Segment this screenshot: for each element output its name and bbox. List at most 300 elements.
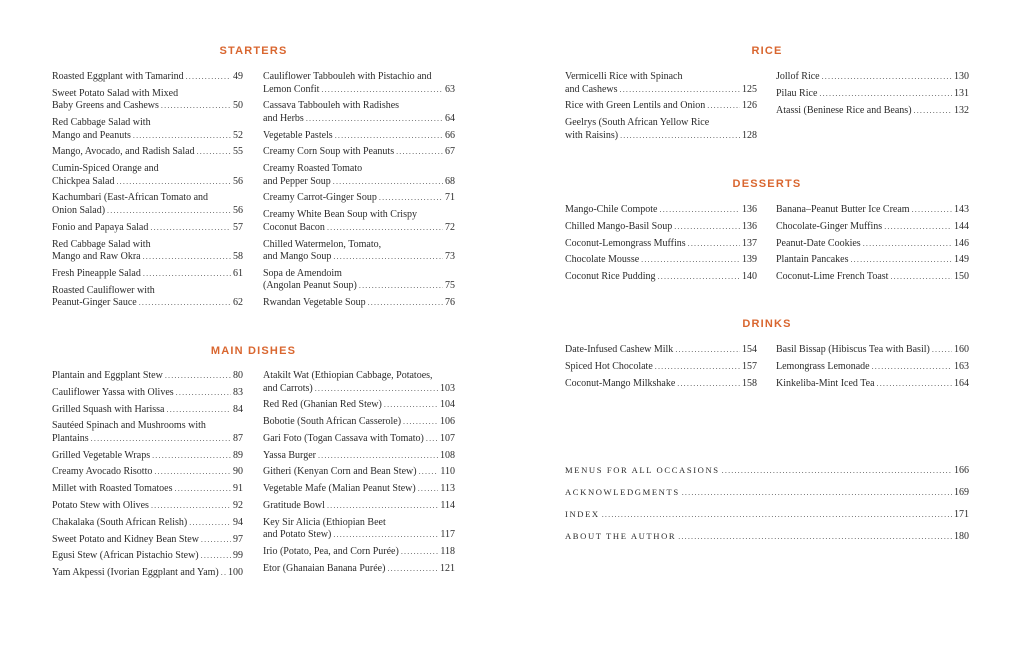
toc-entry-title: Yassa Burger	[263, 449, 316, 461]
toc-entry[interactable]	[52, 404, 243, 417]
toc-entry[interactable]	[52, 192, 243, 217]
toc-entry[interactable]	[263, 563, 455, 576]
dot-leader	[418, 483, 439, 496]
toc-entry-page: 117	[440, 529, 455, 541]
dot-leader	[201, 534, 231, 547]
toc-entry-title: Cauliflower Yassa with Olives	[52, 386, 174, 398]
toc-entry-page: 89	[233, 449, 243, 461]
toc-entry[interactable]	[52, 483, 243, 496]
toc-entry-title: Creamy Carrot-Ginger Soup	[263, 192, 377, 204]
toc-entry-page: 57	[233, 221, 243, 233]
toc-entry[interactable]	[52, 268, 243, 281]
toc-entry-title: Red Cabbage Salad with	[52, 117, 151, 129]
toc-entry-title: Rice with Green Lentils and Onion	[565, 100, 706, 112]
toc-entry-page: 146	[954, 237, 969, 249]
toc-entry-title: Egusi Stew (African Pistachio Stew)	[52, 550, 199, 562]
toc-entry-title: Chocolate-Ginger Muffins	[776, 220, 883, 232]
toc-entry-page: 103	[440, 382, 455, 394]
dot-leader	[335, 130, 443, 143]
toc-entry-page: 104	[440, 399, 455, 411]
toc-entry-page: 121	[440, 562, 455, 574]
toc-entry-title: Chocolate Mousse	[565, 254, 640, 266]
toc-entry-title: Chickpea Salad	[52, 175, 115, 187]
heading-starters: STARTERS	[219, 45, 288, 57]
toc-entry-title: Chakalaka (South African Relish)	[52, 516, 188, 528]
toc-entry-page: 180	[954, 531, 969, 543]
starters-col-2	[263, 71, 455, 314]
toc-entry-title: (Angolan Peanut Soup)	[263, 280, 357, 292]
toc-entry-title: Potato Stew with Olives	[52, 500, 149, 512]
toc-entry[interactable]	[263, 370, 455, 395]
dot-leader	[186, 71, 231, 84]
toc-entry[interactable]	[565, 464, 969, 478]
dot-leader	[872, 361, 952, 374]
toc-entry-title: and Herbs	[263, 112, 304, 124]
toc-entry-page: 128	[742, 129, 757, 141]
dot-leader	[863, 238, 952, 251]
toc-entry-title: Lemon Confit	[263, 83, 320, 95]
toc-entry-page: 157	[742, 360, 757, 372]
toc-entry-page: 139	[742, 254, 757, 266]
toc-entry[interactable]	[52, 567, 243, 580]
toc-entry[interactable]	[565, 530, 969, 544]
toc-entry-title: Githeri (Kenyan Corn and Bean Stew)	[263, 466, 417, 478]
toc-entry-page: 49	[233, 71, 243, 82]
toc-entry[interactable]	[263, 416, 455, 429]
toc-entry[interactable]	[565, 71, 757, 96]
toc-entry-title: Plantains	[52, 432, 89, 444]
toc-entry[interactable]	[776, 361, 969, 374]
toc-entry-page: 169	[954, 487, 969, 499]
toc-entry-page: 90	[233, 466, 243, 478]
dot-leader	[401, 546, 439, 559]
toc-entry-page: 130	[954, 71, 969, 82]
toc-entry-page: 126	[742, 100, 757, 112]
dot-leader	[143, 251, 231, 264]
toc-entry-page: 154	[742, 344, 757, 355]
toc-entry-title: Grilled Squash with Harissa	[52, 403, 165, 415]
dot-leader	[165, 370, 231, 383]
toc-entry-title: Red Cabbage Salad with	[52, 238, 151, 250]
toc-entry-title: and Mango Soup	[263, 251, 332, 263]
toc-entry-page: 68	[445, 175, 455, 187]
toc-entry-page: 83	[233, 386, 243, 398]
dot-leader	[143, 268, 231, 281]
toc-entry-page: 56	[233, 175, 243, 187]
toc-entry-title: Fresh Pineapple Salad	[52, 267, 141, 279]
dot-leader	[682, 487, 952, 500]
toc-entry-page: 149	[954, 254, 969, 266]
desserts-col-1	[565, 204, 757, 288]
toc-entry[interactable]	[52, 146, 243, 159]
toc-entry-title: and Pepper Soup	[263, 175, 331, 187]
toc-entry-page: 61	[233, 267, 243, 279]
dot-leader	[396, 146, 443, 159]
starters-col-1	[52, 71, 243, 314]
dot-leader	[175, 483, 232, 496]
toc-entry-title: Gari Foto (Togan Cassava with Tomato)	[263, 432, 424, 444]
rice-col-1	[565, 71, 757, 146]
toc-entry[interactable]	[52, 239, 243, 264]
toc-entry-title: Lemongrass Lemonade	[776, 360, 870, 372]
dot-leader	[152, 450, 231, 463]
rice-col-2	[776, 71, 969, 121]
toc-entry[interactable]	[52, 500, 243, 513]
toc-entry-page: 108	[440, 449, 455, 461]
toc-entry-title: Mango and Peanuts	[52, 129, 131, 141]
dot-leader	[318, 450, 438, 463]
toc-entry-page: 94	[233, 516, 243, 528]
dot-leader	[688, 238, 740, 251]
toc-entry-title: Gratitude Bowl	[263, 500, 325, 512]
dot-leader	[107, 205, 231, 218]
toc-entry-page: 125	[742, 83, 757, 95]
toc-entry-page: 136	[742, 204, 757, 215]
dot-leader	[161, 100, 231, 113]
toc-entry-title: Cumin-Spiced Orange and	[52, 163, 159, 175]
toc-entry[interactable]	[52, 117, 243, 142]
toc-entry-title: Basil Bissap (Hibiscus Tea with Basil)	[776, 344, 930, 355]
toc-entry-title: Mango, Avocado, and Radish Salad	[52, 146, 195, 158]
toc-entry-title: and Cashews	[565, 83, 618, 95]
toc-entry-page: 66	[445, 129, 455, 141]
toc-entry-page: 171	[954, 509, 969, 521]
toc-entry-title: Mango and Raw Okra	[52, 251, 141, 263]
dot-leader	[154, 466, 231, 479]
toc-entry[interactable]	[52, 163, 243, 188]
toc-entry[interactable]	[776, 88, 969, 101]
toc-entry[interactable]	[776, 105, 969, 118]
drinks-col-2	[776, 344, 969, 394]
toc-entry[interactable]	[263, 483, 455, 496]
toc-entry-title: Peanut-Date Cookies	[776, 237, 861, 249]
dot-leader	[327, 500, 438, 513]
dot-leader	[197, 146, 231, 159]
dot-leader	[333, 529, 438, 542]
dot-leader	[387, 563, 438, 576]
toc-entry-page: 92	[233, 500, 243, 512]
toc-entry-title: Baby Greens and Cashews	[52, 100, 159, 112]
toc-entry-title: Vegetable Mafe (Malian Peanut Stew)	[263, 483, 416, 495]
toc-entry[interactable]	[263, 546, 455, 559]
toc-entry-title: Cauliflower Tabbouleh with Pistachio and	[263, 71, 432, 82]
toc-entry[interactable]	[52, 285, 243, 310]
toc-entry-title: Atassi (Beninese Rice and Beans)	[776, 104, 912, 116]
toc-entry[interactable]	[263, 433, 455, 446]
toc-entry[interactable]	[52, 370, 243, 383]
toc-entry-page: 107	[440, 432, 455, 444]
toc-entry[interactable]	[776, 344, 969, 357]
toc-entry-page: 72	[445, 221, 455, 233]
toc-entry-title: Mango-Chile Compote	[565, 204, 658, 215]
toc-entry[interactable]	[565, 238, 757, 251]
toc-entry-title: MENUS FOR ALL OCCASIONS	[565, 465, 720, 475]
toc-entry[interactable]	[52, 420, 243, 445]
toc-entry[interactable]	[565, 508, 969, 522]
toc-entry[interactable]	[776, 378, 969, 391]
toc-entry-page: 132	[954, 104, 969, 116]
toc-entry[interactable]	[52, 450, 243, 463]
toc-entry-page: 62	[233, 297, 243, 309]
heading-main-dishes: MAIN DISHES	[210, 345, 297, 357]
toc-entry-title: ACKNOWLEDGMENTS	[565, 487, 680, 498]
dot-leader	[932, 344, 952, 357]
toc-entry-page: 50	[233, 100, 243, 112]
toc-entry-page: 71	[445, 192, 455, 204]
dot-leader	[641, 254, 740, 267]
toc-entry-page: 58	[233, 251, 243, 263]
toc-entry-page: 140	[742, 271, 757, 283]
toc-entry-title: Coconut-Lime French Toast	[776, 271, 889, 283]
toc-entry[interactable]	[776, 221, 969, 234]
toc-entry-title: Fonio and Papaya Salad	[52, 221, 149, 233]
toc-entry-title: with Raisins)	[565, 129, 619, 141]
dot-leader	[333, 251, 443, 264]
toc-entry[interactable]	[776, 254, 969, 267]
toc-entry[interactable]	[263, 500, 455, 513]
toc-entry-title: Pilau Rice	[776, 87, 818, 99]
dot-leader	[167, 404, 232, 417]
dot-leader	[151, 500, 231, 513]
toc-entry-title: Sautéed Spinach and Mushrooms with	[52, 420, 206, 432]
toc-entry-title: Millet with Roasted Tomatoes	[52, 483, 173, 495]
dot-leader	[620, 130, 740, 143]
toc-entry-title: Chilled Mango-Basil Soup	[565, 220, 673, 232]
dot-leader	[176, 387, 231, 400]
toc-entry-page: 158	[742, 377, 757, 389]
toc-entry[interactable]	[565, 221, 757, 234]
toc-entry[interactable]	[52, 222, 243, 235]
toc-entry-title: Sweet Potato and Kidney Bean Stew	[52, 533, 199, 545]
dot-leader	[620, 84, 741, 97]
toc-entry[interactable]	[52, 71, 243, 84]
heading-rice: RICE	[751, 45, 783, 57]
toc-entry-title: Date-Infused Cashew Milk	[565, 344, 674, 355]
toc-entry-title: Roasted Cauliflower with	[52, 284, 155, 296]
toc-entry-title: Irio (Potato, Pea, and Corn Purée)	[263, 546, 399, 558]
toc-entry-title: and Potato Stew)	[263, 529, 332, 541]
toc-entry-title: Coconut-Lemongrass Muffins	[565, 237, 686, 249]
dot-leader	[678, 531, 952, 544]
toc-entry-title: Sopa de Amendoim	[263, 267, 342, 279]
toc-entry-title: Plantain and Eggplant Stew	[52, 370, 163, 381]
toc-entry[interactable]	[52, 88, 243, 113]
toc-entry-title: INDEX	[565, 509, 600, 520]
toc-entry[interactable]	[263, 130, 455, 143]
heading-desserts: DESSERTS	[732, 178, 802, 190]
toc-entry-page: 160	[954, 344, 969, 355]
toc-entry-title: Spiced Hot Chocolate	[565, 360, 653, 372]
toc-entry[interactable]	[52, 517, 243, 530]
toc-entry-page: 131	[954, 87, 969, 99]
dot-leader	[914, 105, 952, 118]
toc-entry[interactable]	[565, 486, 969, 500]
toc-entry[interactable]	[565, 271, 757, 284]
toc-entry-title: Atakilt Wat (Ethiopian Cabbage, Potatoes,	[263, 370, 433, 381]
dot-leader	[315, 383, 438, 396]
dot-leader	[655, 361, 740, 374]
toc-entry-title: Bobotie (South African Casserole)	[263, 416, 402, 428]
toc-entry[interactable]	[565, 204, 757, 217]
toc-entry-page: 106	[440, 416, 455, 428]
dot-leader	[368, 297, 443, 310]
dot-leader	[877, 378, 952, 391]
toc-entry-page: 55	[233, 146, 243, 158]
dot-leader	[403, 416, 438, 429]
toc-entry-title: Creamy Corn Soup with Peanuts	[263, 146, 395, 158]
toc-entry-page: 114	[440, 500, 455, 512]
toc-entry-page: 118	[440, 546, 455, 558]
toc-entry[interactable]	[565, 254, 757, 267]
toc-entry-page: 163	[954, 360, 969, 372]
toc-entry-title: Vegetable Pastels	[263, 129, 333, 141]
toc-entry[interactable]	[263, 517, 455, 542]
dot-leader	[890, 271, 952, 284]
toc-entry-page: 144	[954, 220, 969, 232]
dot-leader	[91, 433, 231, 446]
dot-leader	[602, 509, 952, 522]
toc-entry[interactable]	[263, 100, 455, 125]
dot-leader	[133, 130, 231, 143]
toc-entry-title: Sweet Potato Salad with Mixed	[52, 87, 179, 99]
toc-entry-page: 87	[233, 432, 243, 444]
toc-entry[interactable]	[52, 466, 243, 479]
dot-leader	[426, 433, 438, 446]
toc-entry-title: Red Red (Ghanian Red Stew)	[263, 399, 382, 411]
toc-entry-title: Grilled Vegetable Wraps	[52, 449, 151, 461]
toc-entry[interactable]	[776, 271, 969, 284]
toc-entry-title: Creamy White Bean Soup with Crispy	[263, 209, 417, 221]
desserts-col-2	[776, 204, 969, 288]
heading-drinks: DRINKS	[742, 318, 792, 330]
toc-entry-title: Geelrys (South African Yellow Rice	[565, 117, 710, 129]
toc-entry[interactable]	[263, 71, 455, 96]
toc-entry[interactable]	[52, 534, 243, 547]
toc-entry-page: 75	[445, 280, 455, 292]
toc-entry-page: 84	[233, 403, 243, 415]
toc-entry[interactable]	[263, 399, 455, 412]
toc-entry-title: Vermicelli Rice with Spinach	[565, 71, 683, 82]
toc-entry-title: Rwandan Vegetable Soup	[263, 297, 366, 309]
toc-entry[interactable]	[565, 344, 757, 357]
toc-entry-title: Onion Salad)	[52, 204, 106, 216]
toc-entry[interactable]	[263, 192, 455, 205]
toc-entry-page: 56	[233, 204, 243, 216]
toc-entry[interactable]	[565, 378, 757, 391]
dot-leader	[819, 88, 952, 101]
drinks-col-1	[565, 344, 757, 394]
toc-entry-title: and Carrots)	[263, 382, 313, 394]
toc-entry[interactable]	[565, 117, 757, 142]
dot-leader	[822, 71, 952, 84]
dot-leader	[660, 204, 741, 217]
main-col-1	[52, 370, 243, 584]
toc-entry-title: Jollof Rice	[776, 71, 820, 82]
dot-leader	[333, 176, 443, 189]
toc-entry[interactable]	[565, 361, 757, 374]
toc-entry-title: Creamy Avocado Risotto	[52, 466, 153, 478]
toc-entry[interactable]	[263, 450, 455, 463]
dot-leader	[201, 550, 231, 563]
toc-entry-title: Kinkeliba-Mint Iced Tea	[776, 377, 875, 389]
dot-leader	[912, 204, 952, 217]
toc-entry-title: Key Sir Alicia (Ethiopian Beet	[263, 516, 386, 528]
dot-leader	[327, 222, 443, 235]
toc-entry[interactable]	[52, 550, 243, 563]
dot-leader	[658, 271, 740, 284]
toc-entry-page: 136	[742, 220, 757, 232]
dot-leader	[221, 567, 226, 580]
toc-entry-title: Plantain Pancakes	[776, 254, 849, 266]
toc-entry[interactable]	[52, 387, 243, 400]
toc-entry[interactable]	[263, 146, 455, 159]
toc-entry-title: Yam Akpessi (Ivorian Eggplant and Yam)	[52, 567, 219, 579]
toc-entry-title: Banana–Peanut Butter Ice Cream	[776, 204, 910, 215]
toc-entry-title: Coconut Bacon	[263, 221, 325, 233]
toc-entry-page: 76	[445, 297, 455, 309]
dot-leader	[722, 465, 952, 478]
dot-leader	[189, 517, 231, 530]
toc-entry[interactable]	[263, 466, 455, 479]
toc-entry[interactable]	[263, 209, 455, 234]
toc-entry-page: 99	[233, 550, 243, 562]
dot-leader	[359, 280, 443, 293]
main-col-2	[263, 370, 455, 580]
toc-entry-title: Peanut-Ginger Sauce	[52, 297, 137, 309]
toc-entry-title: Roasted Eggplant with Tamarind	[52, 71, 184, 82]
dot-leader	[116, 176, 231, 189]
toc-entry-page: 113	[440, 483, 455, 495]
dot-leader	[884, 221, 952, 234]
toc-entry-page: 73	[445, 251, 455, 263]
toc-entry[interactable]	[263, 268, 455, 293]
toc-entry-title: Cassava Tabbouleh with Radishes	[263, 100, 400, 112]
dot-leader	[850, 254, 952, 267]
toc-entry-page: 164	[954, 377, 969, 389]
dot-leader	[419, 466, 439, 479]
dot-leader	[150, 222, 231, 235]
toc-entry-page: 63	[445, 83, 455, 95]
toc-entry-title: Coconut-Mango Milkshake	[565, 377, 676, 389]
toc-entry-title: Chilled Watermelon, Tomato,	[263, 238, 382, 250]
toc-entry-page: 97	[233, 533, 243, 545]
toc-entry-page: 64	[445, 112, 455, 124]
toc-entry[interactable]	[776, 238, 969, 251]
toc-entry-page: 80	[233, 370, 243, 381]
toc-entry-title: Kachumbari (East-African Tomato and	[52, 192, 209, 204]
dot-leader	[306, 113, 443, 126]
dot-leader	[675, 344, 740, 357]
toc-entry-page: 150	[954, 271, 969, 283]
toc-entry-title: Coconut Rice Pudding	[565, 271, 656, 283]
dot-leader	[379, 192, 443, 205]
toc-entry-page: 67	[445, 146, 455, 158]
toc-entry[interactable]	[776, 204, 969, 217]
toc-entry-page: 110	[440, 466, 455, 478]
dot-leader	[674, 221, 740, 234]
toc-entry[interactable]	[263, 297, 455, 310]
dot-leader	[707, 100, 740, 113]
toc-entry[interactable]	[776, 71, 969, 84]
toc-entry-page: 143	[954, 204, 969, 215]
toc-entry-page: 52	[233, 129, 243, 141]
back-matter-list	[565, 464, 969, 552]
toc-entry-page: 100	[228, 567, 243, 579]
toc-entry-title: ABOUT THE AUTHOR	[565, 531, 677, 542]
toc-entry[interactable]	[263, 239, 455, 264]
toc-entry[interactable]	[565, 100, 757, 113]
toc-entry[interactable]	[263, 163, 455, 188]
